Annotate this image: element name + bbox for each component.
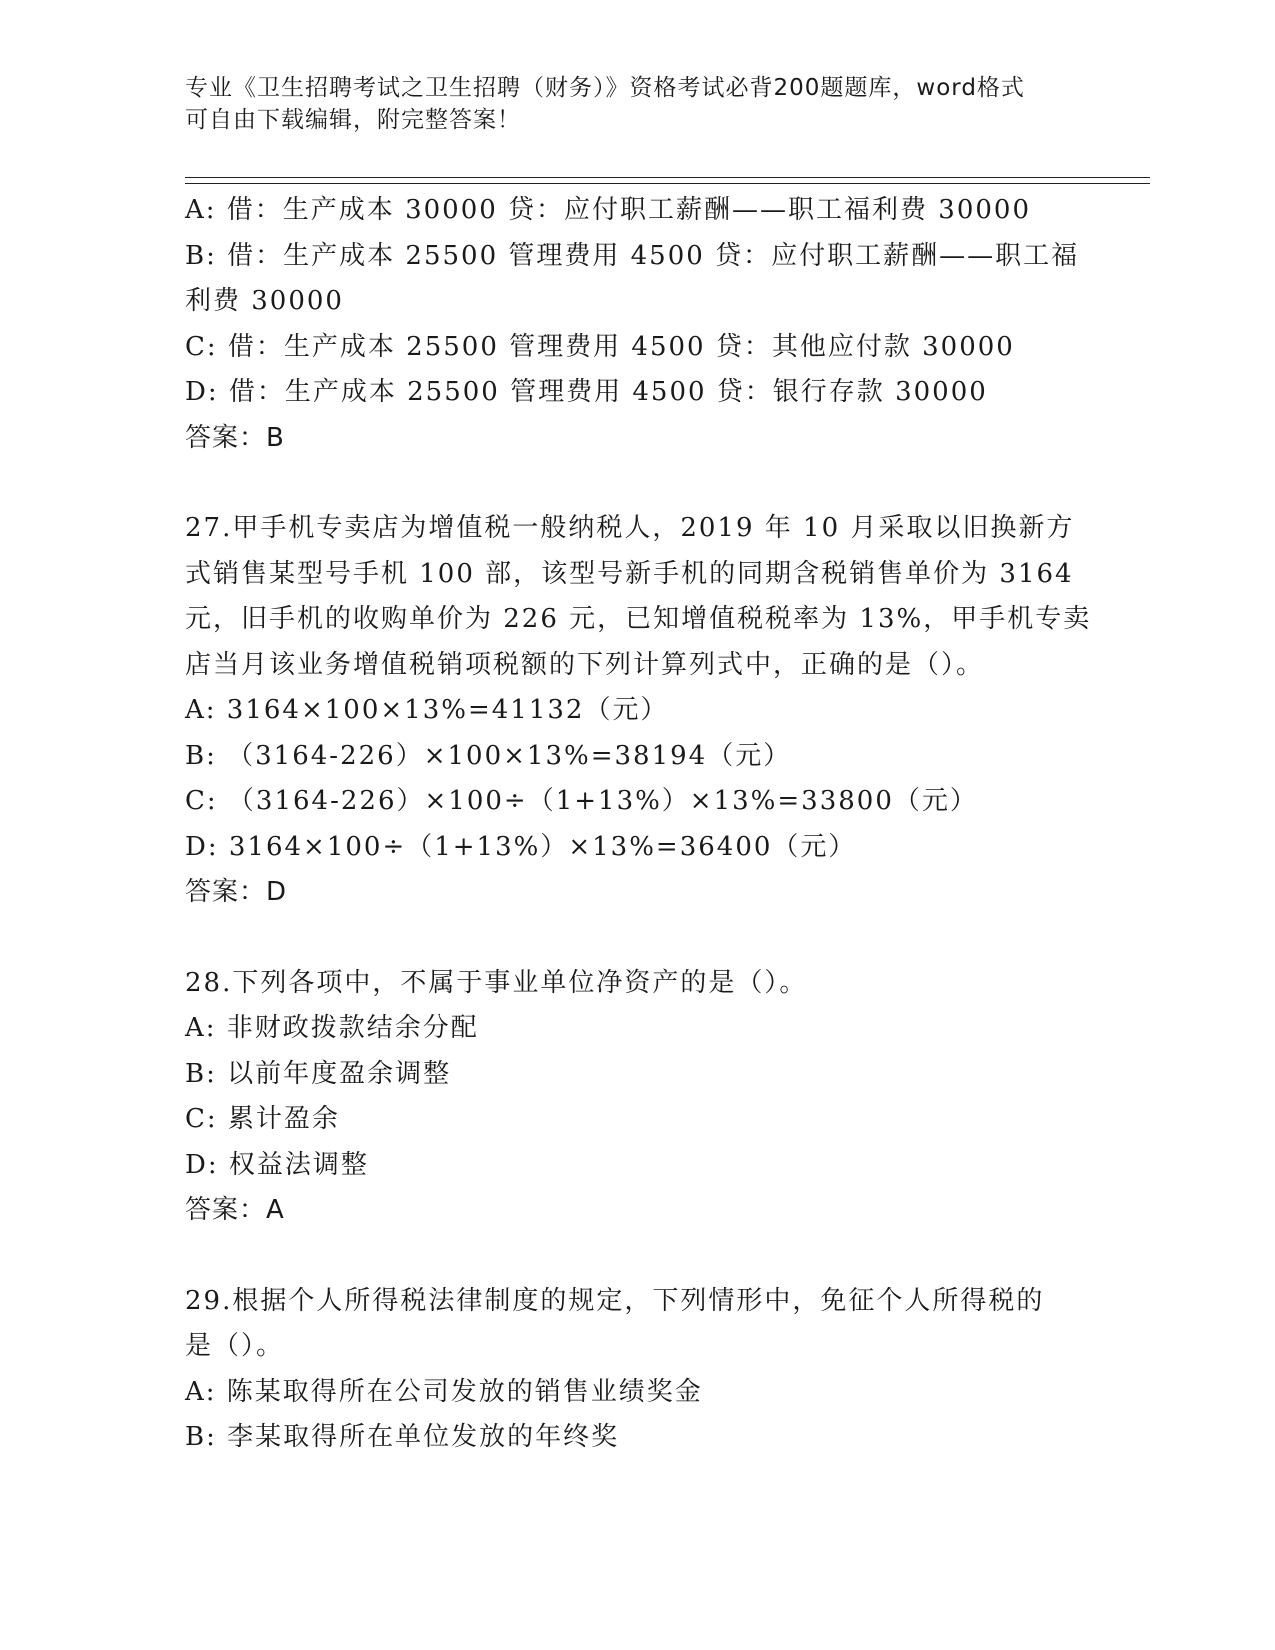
question-stem-line-1: 29.根据个人所得税法律制度的规定，下列情形中，免征个人所得税的 [185, 1285, 1045, 1316]
question-29 [185, 1279, 1075, 1461]
question-26-tail [185, 188, 1080, 461]
question-stem-line-3: 元，旧手机的收购单价为 226 元，已知增值税税率为 13%，甲手机专卖 [185, 604, 1092, 634]
question-content [185, 188, 1092, 1461]
option-a: A: 3164×100×13%=41132（元） [185, 695, 669, 725]
option-c: C: 累计盈余 [185, 1104, 340, 1134]
question-stem: 28.下列各项中，不属于事业单位净资产的是（）。 [185, 967, 808, 998]
option-a: A: 借：生产成本 30000 贷：应付职工薪酬——职工福利费 30000 [185, 195, 1032, 225]
spacer [185, 461, 1075, 506]
option-b: B: 以前年度盈余调整 [185, 1058, 452, 1089]
question-stem-line-2: 式销售某型号手机 100 部，该型号新手机的同期含税销售单价为 3164 [185, 558, 1074, 589]
option-d: D: 借：生产成本 25500 管理费用 4500 贷：银行存款 30000 [185, 377, 988, 407]
option-d: D: 权益法调整 [185, 1149, 369, 1180]
option-b: B: 李某取得所在单位发放的年终奖 [185, 1422, 620, 1452]
option-c: C: （3164-226）×100÷（1+13%）×13%=33800（元） [185, 786, 978, 816]
option-b: B: （3164-226）×100×13%=38194（元） [185, 740, 792, 771]
answer: 答案：B [185, 422, 285, 453]
spacer [185, 916, 1075, 961]
option-b-line-2: 利费 30000 [185, 286, 344, 316]
option-d: D: 3164×100÷（1+13%）×13%=36400（元） [185, 831, 857, 862]
answer: 答案：A [185, 1195, 285, 1225]
header-divider-top [185, 177, 1150, 178]
spacer [185, 1234, 1075, 1279]
header-divider-bottom [185, 183, 1150, 184]
answer: 答案：D [185, 877, 288, 907]
option-c: C: 借：生产成本 25500 管理费用 4500 贷：其他应付款 30000 [185, 331, 1015, 362]
option-a: A: 非财政拨款结余分配 [185, 1013, 479, 1043]
option-b-line-1: B: 借：生产成本 25500 管理费用 4500 贷：应付职工薪酬——职工福 [185, 240, 1080, 271]
header-line-1: 专业《卫生招聘考试之卫生招聘（财务）》资格考试必背200题题库，word格式 [185, 75, 1025, 101]
question-stem-line-4: 店当月该业务增值税销项税额的下列计算列式中，正确的是（）。 [185, 649, 985, 680]
document-header [185, 72, 1085, 136]
question-28 [185, 961, 1075, 1234]
question-stem-line-1: 27.甲手机专卖店为增值税一般纳税人，2019 年 10 月采取以旧换新方 [185, 513, 1075, 543]
question-stem-line-2: 是（）。 [185, 1331, 285, 1361]
header-line-2: 可自由下载编辑，附完整答案！ [185, 107, 521, 133]
option-a: A: 陈某取得所在公司发放的销售业绩奖金 [185, 1376, 703, 1407]
question-27 [185, 506, 1092, 916]
